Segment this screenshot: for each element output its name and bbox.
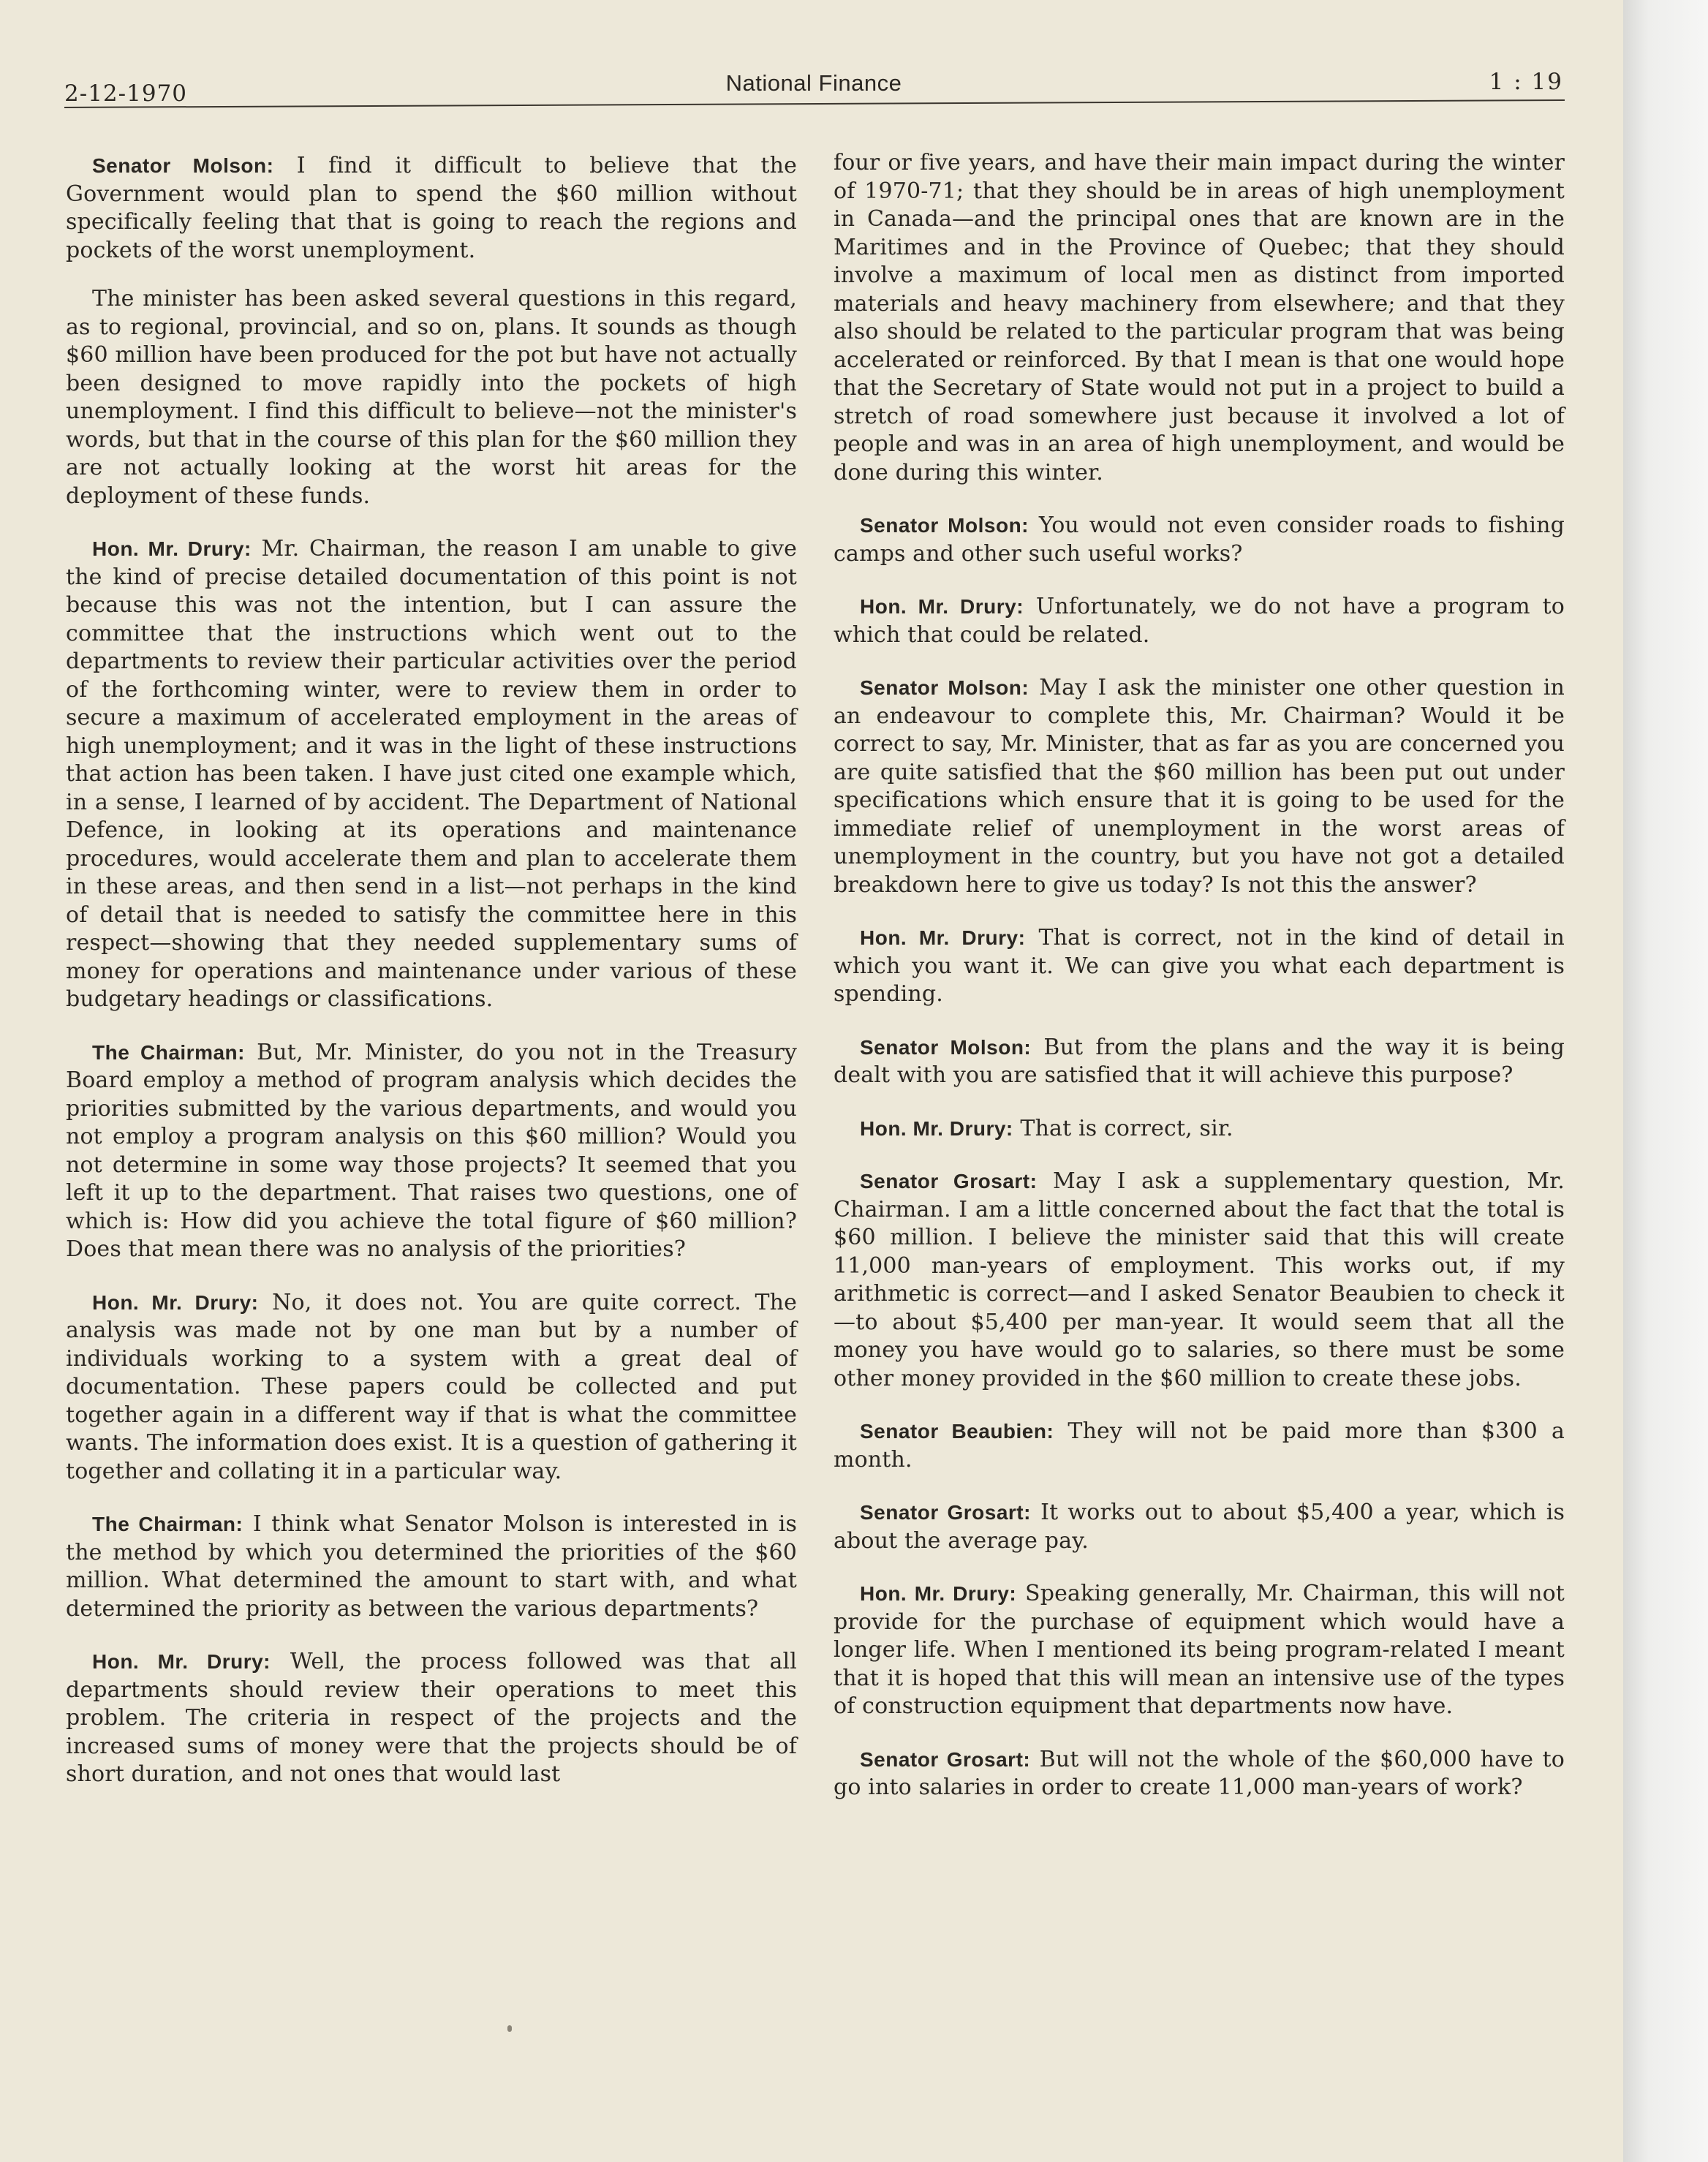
- speaker-name: The Chairman:: [92, 1040, 245, 1064]
- paragraph-text: That is correct, not in the kind of detail in which you want it. We can give you what each department is spending.: [834, 925, 1565, 1007]
- paragraph: [834, 593, 1565, 649]
- paragraph-text: You would not even consider roads to fishing camps and other such useful works?: [834, 513, 1565, 567]
- paragraph-text: But will not the whole of the $60,000 have to go into salaries in order to create 11,000 man-years of work?: [834, 1746, 1565, 1800]
- paragraph-text: I find it difficult to believe that the Government would plan to spend the $60 million without specifically feeling that that is going to reach the regions and pockets of the worst unemployment.: [66, 153, 798, 263]
- paragraph-text: four or five years, and have their main impact during the winter of 1970-71; that they should be in areas of high unemployment in Canada—and the principal ones that are known are in the Maritimes and in the Province of Quebec; that they should involve a maximum of local men as distinct from imported materials and heavy machinery from elsewhere; and that they also should be related to the particular program that was being accelerated or reinforced. By that I mean is that one would hope that the Secretary of State would not put in a project to build a stretch of road somewhere just because it involved a lot of people and was in an area of high unemployment, and would be done during this winter.: [834, 150, 1565, 485]
- speaker-name: Senator Beaubien:: [860, 1420, 1054, 1443]
- speaker-name: Hon. Mr. Drury:: [92, 1650, 271, 1673]
- paragraph: [834, 1115, 1565, 1144]
- paragraph-continued: [834, 149, 1565, 487]
- paragraph-text: Unfortunately, we do not have a program to which that could be related.: [834, 594, 1565, 648]
- paragraph: [834, 1499, 1565, 1555]
- header-page-number: 1 : 19: [1489, 69, 1563, 95]
- paragraph: [834, 1746, 1565, 1802]
- paragraph: [66, 1648, 797, 1789]
- paragraph: [834, 674, 1565, 899]
- speaker-name: Hon. Mr. Drury:: [860, 1116, 1013, 1140]
- speaker-name: The Chairman:: [92, 1513, 243, 1535]
- speaker-name: Senator Molson:: [860, 676, 1029, 699]
- paragraph-text: May I ask a supplementary question, Mr. Chairman. I am a little concerned about the fact that the total is $60 million. I believe the minister said that this will create 11,000 man-years of employment. This works out, if my arithmetic is correct—and I asked Senator Beaubien to check it—to about $5,400 per man-year. It would seem that all the money you have would go to salaries, so there must be some other money provided in the $60 million to create these jobs.: [834, 1168, 1565, 1391]
- paragraph: [834, 1168, 1565, 1393]
- left-column: [66, 152, 797, 1810]
- paper-speck: [507, 2025, 512, 2032]
- speaker-name: Hon. Mr. Drury:: [92, 1290, 259, 1314]
- speaker-name: Senator Molson:: [860, 514, 1029, 537]
- paragraph: [66, 152, 797, 265]
- paragraph: [834, 1034, 1565, 1090]
- paragraph: [66, 1039, 797, 1264]
- speaker-name: Hon. Mr. Drury:: [860, 926, 1026, 949]
- paragraph-text: Speaking generally, Mr. Chairman, this will not provide for the purchase of equipment which would have a longer life. When I mentioned its being program-related I meant that it is hoped that this will mean an intensive use of the types of construction equipment that departments now have.: [834, 1581, 1565, 1719]
- header-title: National Finance: [725, 70, 902, 96]
- speaker-name: Senator Molson:: [860, 1035, 1032, 1059]
- paragraph-text: That is correct, sir.: [1020, 1115, 1233, 1141]
- paragraph-text: But from the plans and the way it is being dealt with you are satisfied that it will achieve this purpose?: [834, 1034, 1565, 1088]
- speaker-name: Senator Grosart:: [860, 1170, 1038, 1192]
- paragraph-text: Well, the process followed was that all departments should review their operations to meet this problem. The criteria in respect of the projects and the increased sums of money were that the projects should be of short duration, and not ones that would last: [66, 1649, 798, 1787]
- paragraph-text: May I ask the minister one other question in an endeavour to complete this, Mr. Chairman? Would it be correct to say, Mr. Minister, that as far as you are concerned you are quite satisfied that the $60 million has been put out under specifications which ensure that it is going to be used for the immediate relief of unemployment in the worst areas of unemployment in the country, but you have not got a detailed breakdown here to give us today? Is not this the answer?: [834, 675, 1565, 898]
- paragraph: [834, 924, 1565, 1009]
- speaker-name: Hon. Mr. Drury:: [860, 595, 1024, 618]
- paragraph: [66, 285, 797, 510]
- right-column: [834, 149, 1565, 1823]
- paragraph-text: No, it does not. You are quite correct. The analysis was made not by one man but by a number of individuals working to a system with a great deal of documentation. These papers could be collected and put together again in a different way if that is what the committee wants. The information does exist. It is a question of gathering it together and collating it in a particular way.: [66, 1289, 798, 1484]
- paragraph: [66, 1511, 797, 1623]
- speaker-name: Senator Grosart:: [860, 1747, 1031, 1771]
- paragraph-text: It works out to about $5,400 a year, which is about the average pay.: [834, 1500, 1565, 1554]
- speaker-name: Hon. Mr. Drury:: [860, 1582, 1017, 1605]
- paragraph: [834, 512, 1565, 568]
- header-date: 2-12-1970: [64, 80, 188, 107]
- paragraph: [834, 1418, 1565, 1474]
- paragraph-text: Mr. Chairman, the reason I am unable to give the kind of precise detailed documentation of this point is not because this was not the intention, but I can assure the committee that the instructions which went out to the departments to review their particular activities over the period of the forthcoming winter, were to review them in order to secure a maximum of accelerated employment in the areas of high unemployment; and it was in the light of these instructions that action has been taken. I have just cited one example which, in a sense, I learned of by accident. The Department of National Defence, in looking at its operations and maintenance procedures, would accelerate them and plan to accelerate them in these areas, and then send in a list—not perhaps in the kind of detail that is needed to satisfy the committee here in this respect—showing that they needed supplementary sums of money for operations and maintenance under various of these budgetary headings or classifications.: [66, 536, 798, 1012]
- speaker-name: Hon. Mr. Drury:: [92, 537, 252, 560]
- paragraph-text: The minister has been asked several questions in this regard, as to regional, provincial, and so on, plans. It sounds as though $60 million have been produced for the pot but have not actually been designed to move rapidly into the pockets of high unemployment. I find this difficult to believe—not the minister's words, but that in the course of this plan for the $60 million they are not actually looking at the worst hit areas for the deployment of these funds.: [66, 286, 797, 509]
- paragraph: [834, 1580, 1565, 1721]
- page-edge-margin: [1623, 0, 1708, 2162]
- paragraph-text: They will not be paid more than $300 a month.: [834, 1418, 1565, 1473]
- speaker-name: Senator Molson:: [92, 154, 274, 177]
- paragraph: [66, 535, 797, 1014]
- paragraph-text: But, Mr. Minister, do you not in the Treasury Board employ a method of program analysis which decides the priorities submitted by the various departments, and would you not employ a program analysis on this $60 million? Would you not determine in some way those projects? It seemed that you left it up to the department. That raises two questions, one of which is: How did you achieve the total figure of $60 million? Does that mean there was no analysis of the priorities?: [66, 1039, 798, 1262]
- page-header: [64, 67, 1563, 108]
- paragraph: [66, 1289, 797, 1486]
- speaker-name: Senator Grosart:: [860, 1501, 1031, 1524]
- paragraph-text: I think what Senator Molson is interested in is the method by which you determined the priorities of the $60 million. What determined the amount to start with, and what determined the priority as between the various departments?: [66, 1511, 798, 1622]
